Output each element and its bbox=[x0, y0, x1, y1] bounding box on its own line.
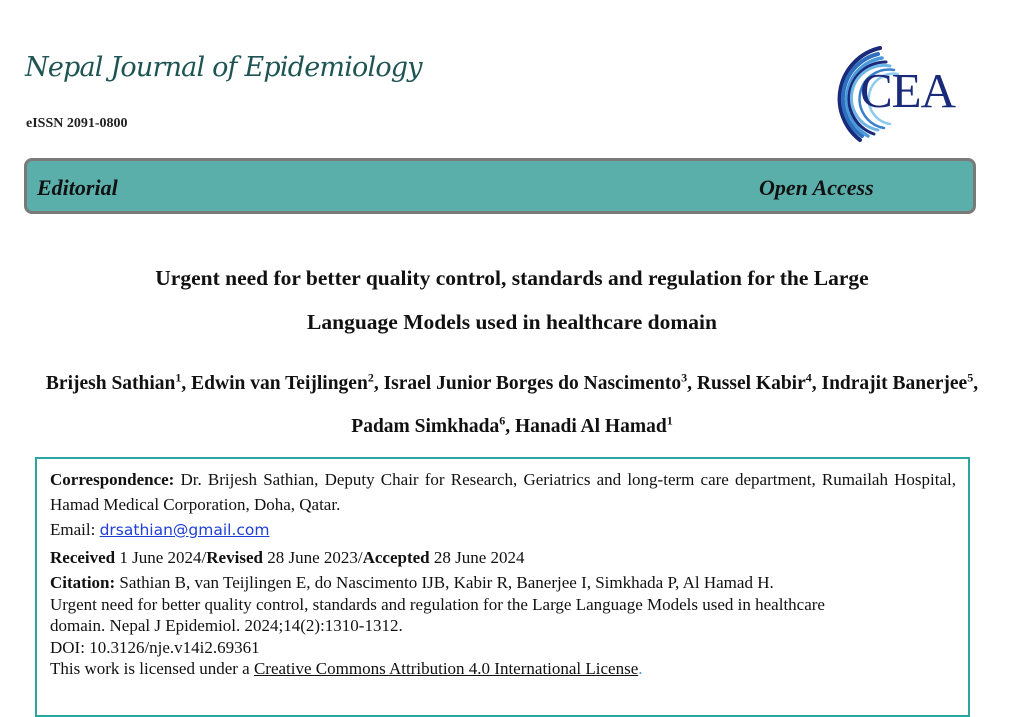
license-line bbox=[50, 658, 956, 680]
author-separator: , bbox=[811, 373, 822, 394]
author-name: Russel Kabir bbox=[696, 373, 806, 394]
received-label: Received bbox=[50, 548, 116, 567]
doi: DOI: 10.3126/nje.v14i2.69361 bbox=[50, 637, 260, 657]
affiliation-marker: 6 bbox=[499, 413, 506, 428]
article-title-line-2: Language Models used in healthcare domain bbox=[307, 310, 717, 334]
license-prefix: This work is licensed under a bbox=[50, 659, 254, 678]
affiliation-marker: 3 bbox=[681, 370, 688, 385]
email-line bbox=[50, 517, 956, 543]
email-label: Email: bbox=[50, 520, 100, 539]
author-name: Brijesh Sathian bbox=[45, 373, 176, 394]
citation-authors: Sathian B, van Teijlingen E, do Nascimento IJB, Kabir R, Banerjee I, Simkhada P, Al Hamad H. bbox=[115, 573, 774, 592]
citation-label: Citation: bbox=[50, 573, 116, 592]
article-type-label: Editorial bbox=[37, 175, 118, 200]
citation-source: domain. Nepal J Epidemiol. 2024;14(2):1310-1312. bbox=[50, 616, 403, 635]
correspondence bbox=[50, 467, 956, 517]
logo-text: CEA bbox=[860, 63, 955, 118]
author-separator: , bbox=[181, 373, 192, 394]
author-list bbox=[20, 362, 1004, 448]
author-name: Edwin van Teijlingen bbox=[191, 373, 368, 394]
email-link[interactable]: drsathian@gmail.com bbox=[99, 521, 270, 539]
license-link[interactable]: Creative Commons Attribution 4.0 International License bbox=[253, 659, 639, 678]
author-name: Hanadi Al Hamad bbox=[514, 416, 667, 437]
author-separator: , bbox=[373, 373, 384, 394]
affiliation-marker: 5 bbox=[967, 370, 974, 385]
citation-title: Urgent need for better quality control, standards and regulation for the Large Language Models used in healthcare bbox=[50, 594, 825, 614]
article-type-banner bbox=[24, 158, 976, 214]
author-separator: , bbox=[973, 373, 979, 394]
citation-authors-line bbox=[50, 572, 956, 594]
journal-title: Nepal Journal of Epidemiology bbox=[25, 52, 422, 83]
article-title-line-1: Urgent need for better quality control, standards and regulation for the Large bbox=[155, 266, 869, 290]
accepted-label: Accepted bbox=[362, 548, 430, 567]
author-name: Padam Simkhada bbox=[351, 416, 500, 437]
affiliation-marker: 4 bbox=[805, 370, 812, 385]
revised-label: Revised bbox=[206, 548, 263, 567]
article-title bbox=[60, 256, 964, 344]
open-access-label: Open Access bbox=[759, 175, 874, 200]
affiliation-marker: 1 bbox=[666, 413, 673, 428]
dates-line bbox=[50, 545, 956, 570]
affiliation-marker: 2 bbox=[367, 370, 374, 385]
received-date: 1 June 2024/ bbox=[115, 548, 207, 567]
author-name: Israel Junior Borges do Nascimento bbox=[383, 373, 682, 394]
correspondence-label: Correspondence: bbox=[50, 470, 175, 489]
article-info-box bbox=[35, 457, 970, 717]
license-suffix: . bbox=[638, 659, 643, 678]
eissn: eISSN 2091-0800 bbox=[26, 116, 128, 131]
author-separator: , bbox=[505, 416, 515, 437]
author-name: Indrajit Banerjee bbox=[821, 373, 968, 394]
affiliation-marker: 1 bbox=[175, 370, 182, 385]
correspondence-text: Dr. Brijesh Sathian, Deputy Chair for Research, Geriatrics and long-term care department, Rumailah Hospital, Hamad Medical Corporation, Doha, Qatar. bbox=[50, 470, 956, 514]
revised-date: 28 June 2023/ bbox=[262, 548, 363, 567]
author-separator: , bbox=[687, 373, 697, 394]
accepted-date: 28 June 2024 bbox=[429, 548, 525, 567]
